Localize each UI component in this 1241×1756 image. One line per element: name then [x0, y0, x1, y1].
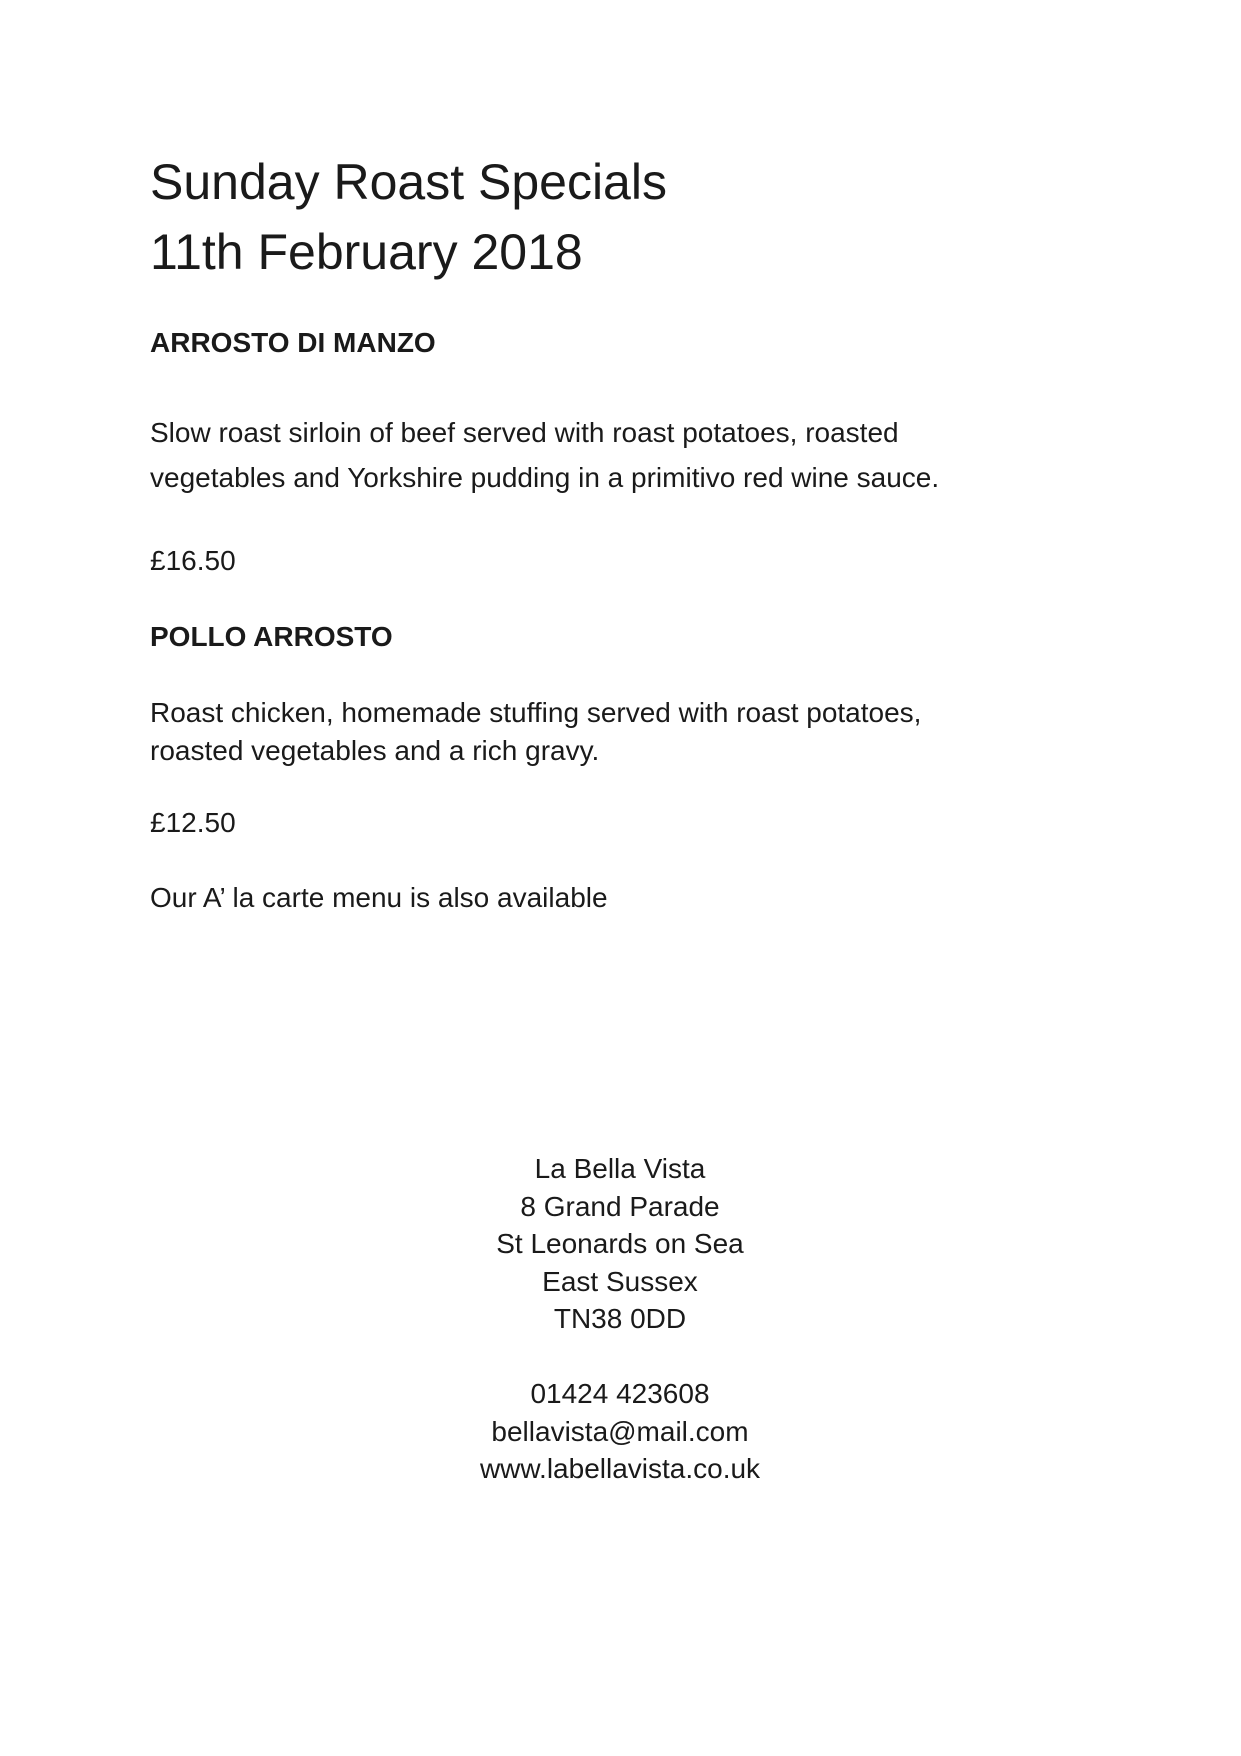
contact-address [420, 1150, 820, 1338]
page-title: Sunday Roast Specials [150, 154, 667, 210]
email-link[interactable]: bellavista@mail.com [491, 1415, 749, 1447]
website-link[interactable]: www.labellavista.co.uk [479, 1453, 761, 1484]
address-line: St Leonards on Sea [496, 1228, 744, 1259]
dish-description-manzo [150, 410, 939, 500]
address-line: 8 Grand Parade [520, 1190, 720, 1222]
dish-name-pollo: POLLO ARROSTO [150, 621, 393, 652]
dish-price-manzo: £16.50 [150, 545, 236, 576]
page-date: 11th February 2018 [150, 224, 583, 280]
postcode: TN38 0DD [553, 1303, 687, 1334]
dish-price-pollo: £12.50 [150, 807, 236, 838]
contact-details [420, 1375, 820, 1488]
description-line: vegetables and Yorkshire pudding in a primitivo red wine sauce. [150, 462, 940, 493]
restaurant-name: La Bella Vista [534, 1153, 706, 1184]
dish-description-pollo [150, 694, 921, 770]
address-line: East Sussex [542, 1265, 698, 1297]
description-line: Slow roast sirloin of beef served with roast potatoes, roasted [150, 417, 899, 448]
phone-number: 01424 423608 [530, 1378, 710, 1409]
description-line: Roast chicken, homemade stuffing served with roast potatoes, [150, 697, 922, 728]
dish-name-manzo: ARROSTO DI MANZO [150, 327, 436, 358]
a-la-carte-note: Our A’ la carte menu is also available [150, 882, 608, 913]
description-line: roasted vegetables and a rich gravy. [150, 735, 600, 766]
